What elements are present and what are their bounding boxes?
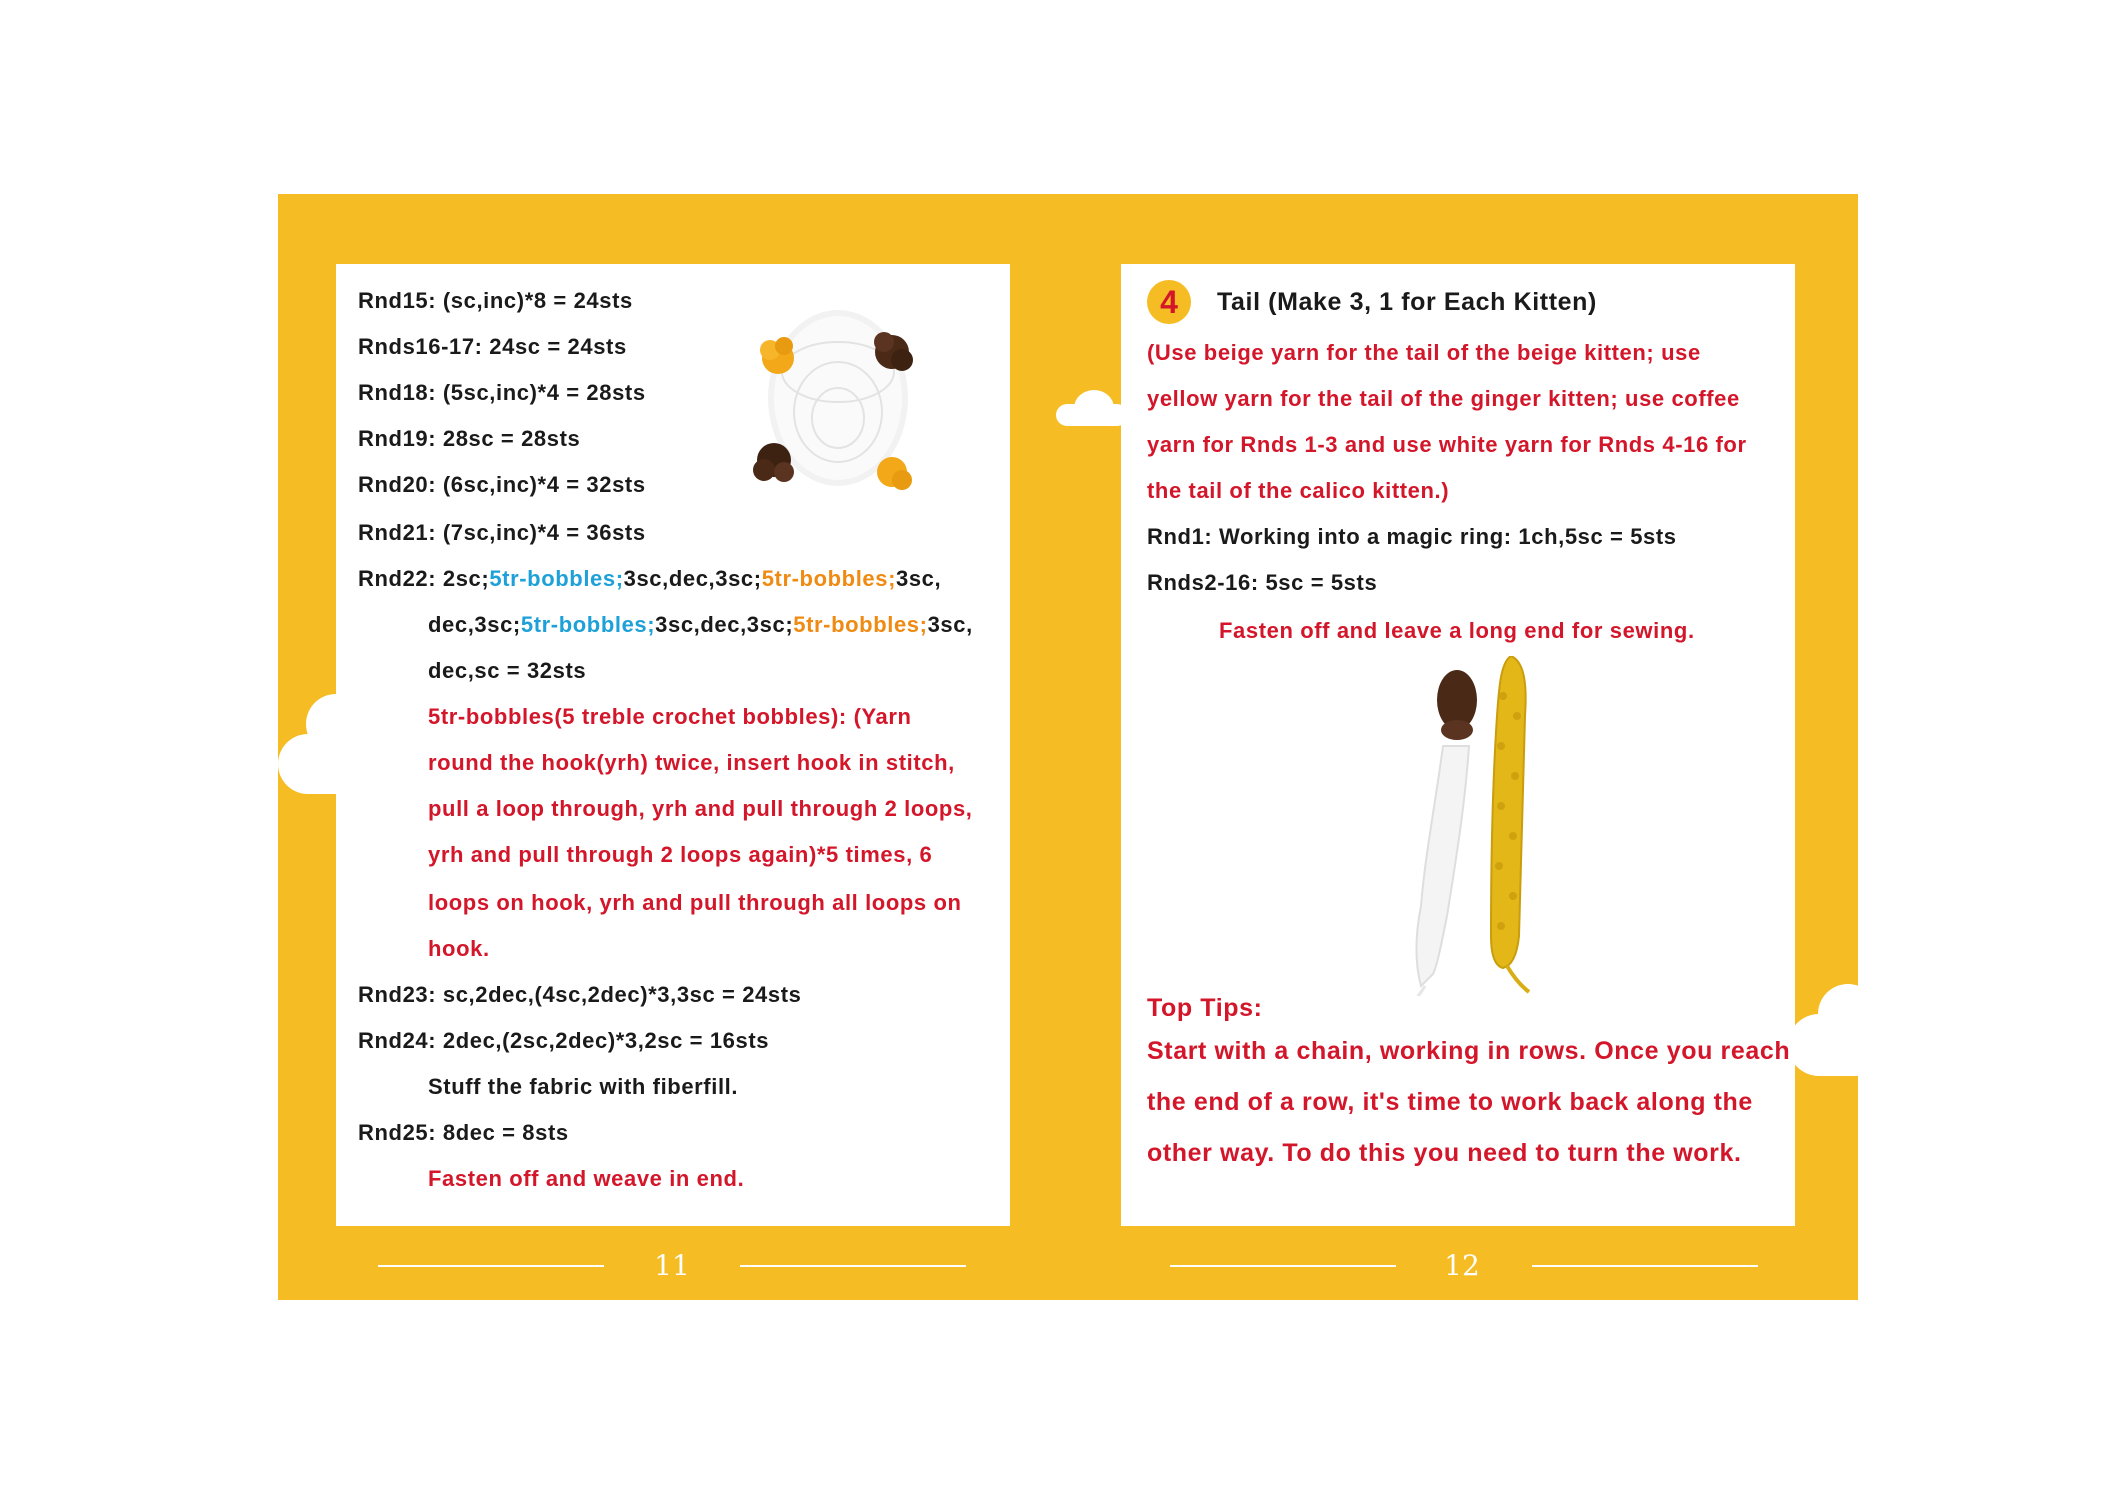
tips-title: Top Tips: bbox=[1147, 994, 1263, 1022]
fasten-note: Fasten off and weave in end. bbox=[428, 1166, 745, 1191]
bobble-term: 5tr-bobbles; bbox=[520, 612, 656, 637]
cloud-right-top bbox=[1818, 984, 1878, 1044]
rnd20-line: Rnd20: (6sc,inc)*4 = 32sts bbox=[358, 472, 646, 497]
rnd25-line: Rnd25: 8dec = 8sts bbox=[358, 1120, 569, 1145]
booklet-spread bbox=[278, 194, 1858, 1300]
crochet-body-image bbox=[744, 302, 930, 502]
stuff-note: Stuff the fabric with fiberfill. bbox=[428, 1074, 739, 1099]
bobble-term: 5tr-bobbles; bbox=[793, 612, 928, 637]
rnd23-line: Rnd23: sc,2dec,(4sc,2dec)*3,3sc = 24sts bbox=[358, 982, 802, 1007]
page-number-left: 11 bbox=[654, 1249, 690, 1282]
bobble-note-line: round the hook(yrh) twice, insert hook in stitch, bbox=[428, 750, 955, 775]
yarn-note-line: the tail of the calico kitten.) bbox=[1147, 478, 1450, 503]
footer-rule bbox=[740, 1265, 966, 1267]
cloud-middle-top bbox=[1074, 390, 1114, 426]
rnds16-17-line: Rnds16-17: 24sc = 24sts bbox=[358, 334, 627, 359]
rnd22-text-c: 3sc, bbox=[896, 566, 942, 591]
tips-line: other way. To do this you need to turn the work. bbox=[1147, 1139, 1742, 1167]
step-number-badge: 4 bbox=[1147, 280, 1191, 324]
tips-line: the end of a row, it's time to work back along the bbox=[1147, 1088, 1753, 1116]
rnd22-text-d: dec,3sc; bbox=[428, 612, 521, 637]
rnd22-text-a: Rnd22: 2sc; bbox=[358, 566, 490, 591]
rnd19-line: Rnd19: 28sc = 28sts bbox=[358, 426, 581, 451]
tips-line: Start with a chain, working in rows. Once you reach bbox=[1147, 1037, 1791, 1065]
rnd22-line-2 bbox=[428, 612, 973, 638]
bobble-note-line: 5tr-bobbles(5 treble crochet bobbles): (Yarn bbox=[428, 704, 912, 729]
rnd22-text-e: 3sc,dec,3sc; bbox=[655, 612, 794, 637]
footer-rule bbox=[1170, 1265, 1396, 1267]
bobble-note-line: loops on hook, yrh and pull through all loops on bbox=[428, 890, 962, 915]
rnd15-line: Rnd15: (sc,inc)*8 = 24sts bbox=[358, 288, 633, 313]
yarn-note-line: (Use beige yarn for the tail of the beige kitten; use bbox=[1147, 340, 1701, 365]
rnd22-text-b: 3sc,dec,3sc; bbox=[623, 566, 762, 591]
rnd21-line: Rnd21: (7sc,inc)*4 = 36sts bbox=[358, 520, 646, 545]
rnds2-16-line: Rnds2-16: 5sc = 5sts bbox=[1147, 570, 1378, 595]
rnd22-text-f: 3sc, bbox=[927, 612, 973, 637]
bobble-term: 5tr-bobbles; bbox=[489, 566, 624, 591]
rnd24-line: Rnd24: 2dec,(2sc,2dec)*3,2sc = 16sts bbox=[358, 1028, 770, 1053]
bobble-note-line: hook. bbox=[428, 936, 490, 961]
section-heading: Tail (Make 3, 1 for Each Kitten) bbox=[1217, 288, 1597, 316]
footer-rule bbox=[1532, 1265, 1758, 1267]
yarn-note-line: yarn for Rnds 1-3 and use white yarn for Rnds 4-16 for bbox=[1147, 432, 1747, 457]
rnd1-line: Rnd1: Working into a magic ring: 1ch,5sc = 5sts bbox=[1147, 524, 1677, 549]
rnd22-line-1 bbox=[358, 566, 941, 592]
crochet-tails-image bbox=[1351, 656, 1551, 996]
right-page bbox=[1121, 264, 1795, 1226]
fasten-note: Fasten off and leave a long end for sewing. bbox=[1219, 618, 1695, 643]
bobble-note-line: yrh and pull through 2 loops again)*5 times, 6 bbox=[428, 842, 933, 867]
footer-rule bbox=[378, 1265, 604, 1267]
page-number-right: 12 bbox=[1444, 1249, 1480, 1282]
tips-body bbox=[1147, 1026, 1807, 1179]
rnd22-line-3: dec,sc = 32sts bbox=[428, 658, 587, 683]
bobble-note-line: pull a loop through, yrh and pull through 2 loops, bbox=[428, 796, 973, 821]
bobble-term: 5tr-bobbles; bbox=[761, 566, 897, 591]
left-page bbox=[336, 264, 1010, 1226]
yarn-note-line: yellow yarn for the tail of the ginger kitten; use coffee bbox=[1147, 386, 1740, 411]
rnd18-line: Rnd18: (5sc,inc)*4 = 28sts bbox=[358, 380, 646, 405]
